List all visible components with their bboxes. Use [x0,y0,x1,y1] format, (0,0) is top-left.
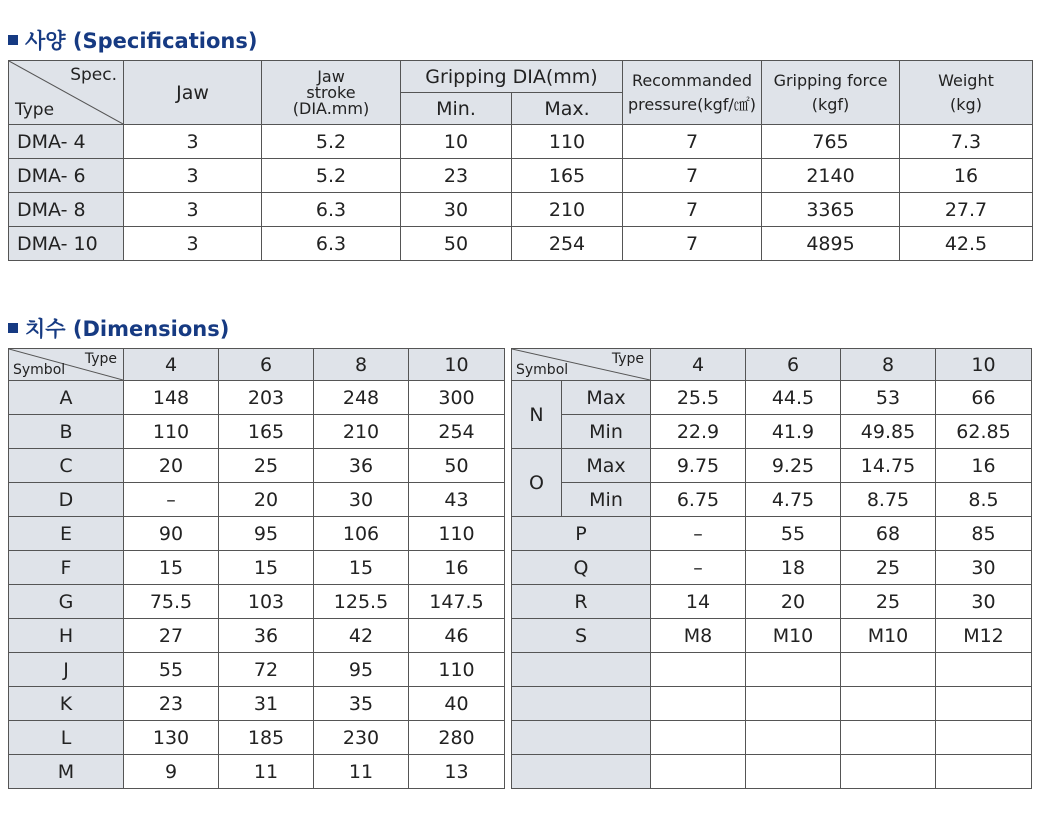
dim-value-cell: 72 [219,653,314,687]
dim-value-cell: 25 [841,551,936,585]
dim-value-cell: 35 [314,687,409,721]
dim-value-cell: 95 [314,653,409,687]
dim-table-row [512,381,1032,415]
spec-cell-jaw: 3 [124,125,262,159]
spec-cell-type: DMA- 6 [9,159,124,193]
dim-value-cell: 103 [219,585,314,619]
dim-value-cell: – [651,517,746,551]
spec-cell-gripping-force: 765 [762,125,900,159]
dim-left-header-row [9,349,505,381]
header-weight [900,61,1033,125]
spec-cell-pressure: 7 [623,159,762,193]
dim-symbol-cell: A [9,381,124,415]
specifications-table [8,60,1033,261]
corner-type-label: Type [15,100,55,120]
dim-right-header-row [512,349,1032,381]
dim-value-cell: 230 [314,721,409,755]
spec-cell-jaw-stroke: 5.2 [262,159,401,193]
dim-empty-cell [651,721,746,755]
dim-empty-cell [936,755,1032,789]
dim-value-cell: 185 [219,721,314,755]
dim-table-row [512,585,1032,619]
dim-value-cell: 46 [409,619,505,653]
dim-value-cell: 53 [841,381,936,415]
dim-value-cell: 15 [314,551,409,585]
dim-value-cell: 20 [746,585,841,619]
spec-table-row [9,193,1033,227]
dim-empty-cell [936,721,1032,755]
dim-table-row [512,517,1032,551]
dim-symbol-cell: P [512,517,651,551]
spec-cell-jaw-stroke: 6.3 [262,193,401,227]
dim-symbol-cell: G [9,585,124,619]
dim-table-row [9,517,505,551]
spec-cell-jaw-stroke: 6.3 [262,227,401,261]
dim-table-row [9,585,505,619]
corner-type-label: Type [84,351,117,367]
specifications-title [8,25,257,55]
type-header-10: 10 [936,349,1032,381]
dim-value-cell: 14 [651,585,746,619]
header-jaw: Jaw [124,61,262,125]
dim-empty-cell [841,653,936,687]
dim-table-row [9,721,505,755]
dim-value-cell: 75.5 [124,585,219,619]
spec-table-row [9,125,1033,159]
spec-table-row [9,159,1033,193]
spec-cell-gripping-force: 4895 [762,227,900,261]
dim-empty-symbol-cell [512,653,651,687]
type-header-4: 4 [651,349,746,381]
dim-value-cell: 25 [219,449,314,483]
header-gripping-dia: Gripping DIA(mm) [401,61,623,93]
spec-cell-grip-min: 50 [401,227,512,261]
dim-table-row [9,415,505,449]
square-bullet-icon [8,323,18,333]
dim-empty-cell [841,755,936,789]
dim-value-cell: 31 [219,687,314,721]
dim-value-cell: – [651,551,746,585]
spec-cell-pressure: 7 [623,227,762,261]
dimensions-table-left [8,348,505,789]
dim-symbol-cell: E [9,517,124,551]
dim-value-cell: M10 [746,619,841,653]
dim-right-body [512,381,1032,789]
dim-max-label-cell: Max [562,449,651,483]
spec-table-row [9,227,1033,261]
dim-value-cell: 44.5 [746,381,841,415]
dim-empty-cell [746,721,841,755]
dim-value-cell: 20 [124,449,219,483]
dim-value-cell: 95 [219,517,314,551]
dim-value-cell: 30 [314,483,409,517]
dim-value-cell: 25.5 [651,381,746,415]
corner-spec-label: Spec. [70,65,117,85]
dim-min-label-cell: Min [562,483,651,517]
spec-cell-weight: 7.3 [900,125,1033,159]
dim-symbol-cell: N [512,381,562,449]
dim-value-cell: 41.9 [746,415,841,449]
dim-value-cell: 16 [936,449,1032,483]
dim-table-row [512,551,1032,585]
dim-value-cell: 300 [409,381,505,415]
dim-empty-cell [651,687,746,721]
dim-table-row [512,449,1032,483]
dim-value-cell: 36 [314,449,409,483]
spec-cell-type: DMA- 10 [9,227,124,261]
dimensions-title-text: 치수 (Dimensions) [25,317,230,341]
dim-value-cell: 66 [936,381,1032,415]
dim-value-cell: 248 [314,381,409,415]
force-line1: Gripping force [773,70,888,90]
dim-value-cell: 15 [219,551,314,585]
dim-value-cell: 110 [409,653,505,687]
dim-value-cell: 4.75 [746,483,841,517]
spec-table-body [9,125,1033,261]
dim-value-cell: 165 [219,415,314,449]
dim-symbol-cell: F [9,551,124,585]
header-max: Max. [512,93,623,125]
type-header-8: 8 [841,349,936,381]
dim-value-cell: M12 [936,619,1032,653]
dim-value-cell: 16 [409,551,505,585]
dim-table-row [512,619,1032,653]
dim-value-cell: 43 [409,483,505,517]
spec-cell-grip-min: 10 [401,125,512,159]
weight-line1: Weight [938,70,994,90]
spec-cell-weight: 27.7 [900,193,1033,227]
dim-value-cell: 254 [409,415,505,449]
dim-table-row [9,653,505,687]
header-pressure [623,61,762,125]
type-header-4: 4 [124,349,219,381]
corner-symbol-label: Symbol [516,362,569,378]
dim-empty-symbol-cell [512,687,651,721]
dim-value-cell: 130 [124,721,219,755]
dim-empty-cell [936,687,1032,721]
dim-min-label-cell: Min [562,415,651,449]
header-gripping-force [762,61,900,125]
pressure-line2: pressure(kgf/㎠) [627,94,757,114]
specifications-title-text: 사양 (Specifications) [25,29,258,53]
spec-cell-grip-max: 254 [512,227,623,261]
dim-symbol-cell: J [9,653,124,687]
dim-table-row [9,755,505,789]
dim-table-row [9,483,505,517]
dim-value-cell: 25 [841,585,936,619]
dim-value-cell: 110 [409,517,505,551]
dim-value-cell: 9 [124,755,219,789]
dim-value-cell: 13 [409,755,505,789]
dim-symbol-cell: K [9,687,124,721]
dim-value-cell: 68 [841,517,936,551]
spec-cell-jaw: 3 [124,227,262,261]
dim-empty-cell [841,721,936,755]
spec-header-row-1 [9,61,1033,93]
corner-symbol-label: Symbol [13,362,66,378]
dim-value-cell: 90 [124,517,219,551]
dim-value-cell: 9.25 [746,449,841,483]
dim-symbol-cell: D [9,483,124,517]
dim-value-cell: – [124,483,219,517]
dim-value-cell: 23 [124,687,219,721]
type-header-8: 8 [314,349,409,381]
spec-cell-grip-max: 165 [512,159,623,193]
dim-empty-cell [746,687,841,721]
dim-table-row [512,415,1032,449]
dim-empty-row [512,687,1032,721]
pressure-line1: Recommanded [631,70,753,90]
dim-symbol-cell: O [512,449,562,517]
dim-value-cell: M8 [651,619,746,653]
dim-left-body [9,381,505,789]
dim-value-cell: 15 [124,551,219,585]
dim-value-cell: 36 [219,619,314,653]
spec-cell-gripping-force: 2140 [762,159,900,193]
dim-value-cell: 50 [409,449,505,483]
dim-value-cell: 55 [746,517,841,551]
dim-symbol-cell: L [9,721,124,755]
spec-cell-weight: 42.5 [900,227,1033,261]
spec-cell-jaw: 3 [124,193,262,227]
dim-value-cell: 18 [746,551,841,585]
spec-cell-weight: 16 [900,159,1033,193]
header-jaw-stroke [262,61,401,125]
corner-type-label: Type [611,351,644,367]
dim-right-corner-header [512,349,651,381]
spec-cell-grip-min: 30 [401,193,512,227]
dim-empty-cell [936,653,1032,687]
spec-cell-jaw: 3 [124,159,262,193]
dim-symbol-cell: M [9,755,124,789]
dim-value-cell: 8.75 [841,483,936,517]
dim-value-cell: 8.5 [936,483,1032,517]
dim-empty-symbol-cell [512,755,651,789]
dim-max-label-cell: Max [562,381,651,415]
dim-value-cell: 6.75 [651,483,746,517]
dim-symbol-cell: S [512,619,651,653]
dim-value-cell: 62.85 [936,415,1032,449]
dim-value-cell: M10 [841,619,936,653]
dim-value-cell: 11 [314,755,409,789]
spec-cell-pressure: 7 [623,125,762,159]
dim-value-cell: 85 [936,517,1032,551]
dim-table-row [512,483,1032,517]
dim-value-cell: 203 [219,381,314,415]
dim-value-cell: 125.5 [314,585,409,619]
dim-empty-row [512,721,1032,755]
dim-value-cell: 30 [936,551,1032,585]
dim-value-cell: 9.75 [651,449,746,483]
type-header-10: 10 [409,349,505,381]
dim-value-cell: 106 [314,517,409,551]
dim-empty-row [512,653,1032,687]
header-min: Min. [401,93,512,125]
dim-symbol-cell: H [9,619,124,653]
jaw-stroke-line3: (DIA.mm) [292,99,370,118]
spec-cell-type: DMA- 8 [9,193,124,227]
dim-value-cell: 147.5 [409,585,505,619]
spec-cell-pressure: 7 [623,193,762,227]
dim-table-row [9,449,505,483]
dim-value-cell: 30 [936,585,1032,619]
dim-empty-cell [746,755,841,789]
spec-cell-grip-max: 210 [512,193,623,227]
dim-empty-row [512,755,1032,789]
force-line2: (kgf) [811,94,850,114]
dim-value-cell: 148 [124,381,219,415]
square-bullet-icon [8,35,18,45]
dim-value-cell: 22.9 [651,415,746,449]
dim-empty-cell [746,653,841,687]
dim-left-corner-header [9,349,124,381]
spec-cell-type: DMA- 4 [9,125,124,159]
spec-cell-grip-min: 23 [401,159,512,193]
dim-empty-cell [651,653,746,687]
spec-cell-gripping-force: 3365 [762,193,900,227]
dim-value-cell: 110 [124,415,219,449]
dim-value-cell: 40 [409,687,505,721]
dim-table-row [9,551,505,585]
type-header-6: 6 [746,349,841,381]
dim-value-cell: 49.85 [841,415,936,449]
dim-value-cell: 14.75 [841,449,936,483]
dim-value-cell: 20 [219,483,314,517]
dim-table-row [9,687,505,721]
dim-empty-cell [651,755,746,789]
dim-symbol-cell: R [512,585,651,619]
dim-empty-symbol-cell [512,721,651,755]
dim-value-cell: 210 [314,415,409,449]
jaw-stroke-line2: stroke [306,83,356,102]
dim-symbol-cell: C [9,449,124,483]
spec-cell-jaw-stroke: 5.2 [262,125,401,159]
dim-value-cell: 11 [219,755,314,789]
weight-line2: (kg) [950,94,982,114]
dim-value-cell: 42 [314,619,409,653]
dim-value-cell: 280 [409,721,505,755]
jaw-stroke-line1: Jaw [317,67,345,86]
dim-value-cell: 55 [124,653,219,687]
dim-symbol-cell: B [9,415,124,449]
dim-table-row [9,619,505,653]
dim-value-cell: 27 [124,619,219,653]
spec-corner-header [9,61,124,125]
dim-table-row [9,381,505,415]
dimensions-title [8,313,229,343]
dim-empty-cell [841,687,936,721]
type-header-6: 6 [219,349,314,381]
dimensions-table-right [511,348,1032,789]
spec-cell-grip-max: 110 [512,125,623,159]
dim-symbol-cell: Q [512,551,651,585]
